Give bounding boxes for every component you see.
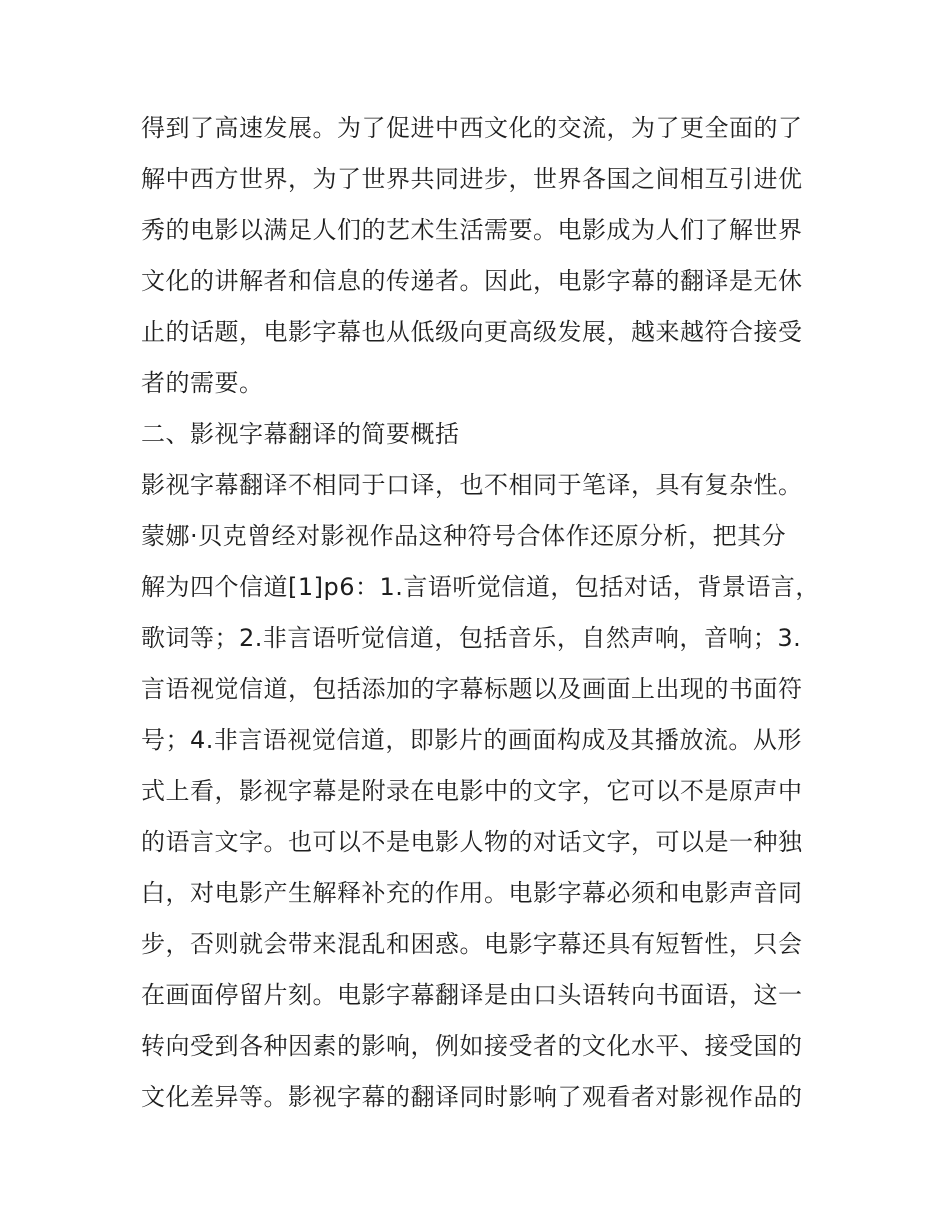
- text-line: 号；4.非言语视觉信道，即影片的画面构成及其播放流。从形: [141, 726, 802, 754]
- text-line: 式上看，影视字幕是附录在电影中的文字，它可以不是原声中: [141, 777, 803, 805]
- text-line: 歌词等；2.非言语听觉信道，包括音乐，自然声响，音响；3.: [141, 624, 802, 652]
- text-line: 得到了高速发展。为了促进中西文化的交流，为了更全面的了: [141, 114, 803, 142]
- text-line: 秀的电影以满足人们的艺术生活需要。电影成为人们了解世界: [141, 216, 803, 244]
- text-line: 的语言文字。也可以不是电影人物的对话文字，可以是一种独: [141, 828, 803, 856]
- text-line: 白，对电影产生解释补充的作用。电影字幕必须和电影声音同: [141, 879, 803, 907]
- text-line: 文化的讲解者和信息的传递者。因此，电影字幕的翻译是无休: [141, 267, 803, 295]
- text-line: 解为四个信道[1]p6：1.言语听觉信道，包括对话，背景语言，: [141, 573, 820, 601]
- text-line: 解中西方世界，为了世界共同进步，世界各国之间相互引进优: [141, 165, 803, 193]
- text-line: 者的需要。: [141, 369, 264, 397]
- text-line: 转向受到各种因素的影响，例如接受者的文化水平、接受国的: [141, 1032, 803, 1060]
- text-line: 言语视觉信道，包括添加的字幕标题以及画面上出现的书面符: [141, 675, 803, 703]
- text-line: 步，否则就会带来混乱和困惑。电影字幕还具有短暂性，只会: [141, 930, 803, 958]
- text-line: 在画面停留片刻。电影字幕翻译是由口头语转向书面语，这一: [141, 981, 803, 1009]
- section-heading: 二、影视字幕翻译的简要概括: [141, 420, 460, 448]
- text-line: 影视字幕翻译不相同于口译，也不相同于笔译，具有复杂性。: [141, 471, 803, 499]
- text-line: 文化差异等。影视字幕的翻译同时影响了观看者对影视作品的: [141, 1083, 803, 1111]
- text-line: 蒙娜·贝克曾经对影视作品这种符号合体作还原分析，把其分: [141, 522, 787, 550]
- text-line: 止的话题，电影字幕也从低级向更高级发展，越来越符合接受: [141, 318, 803, 346]
